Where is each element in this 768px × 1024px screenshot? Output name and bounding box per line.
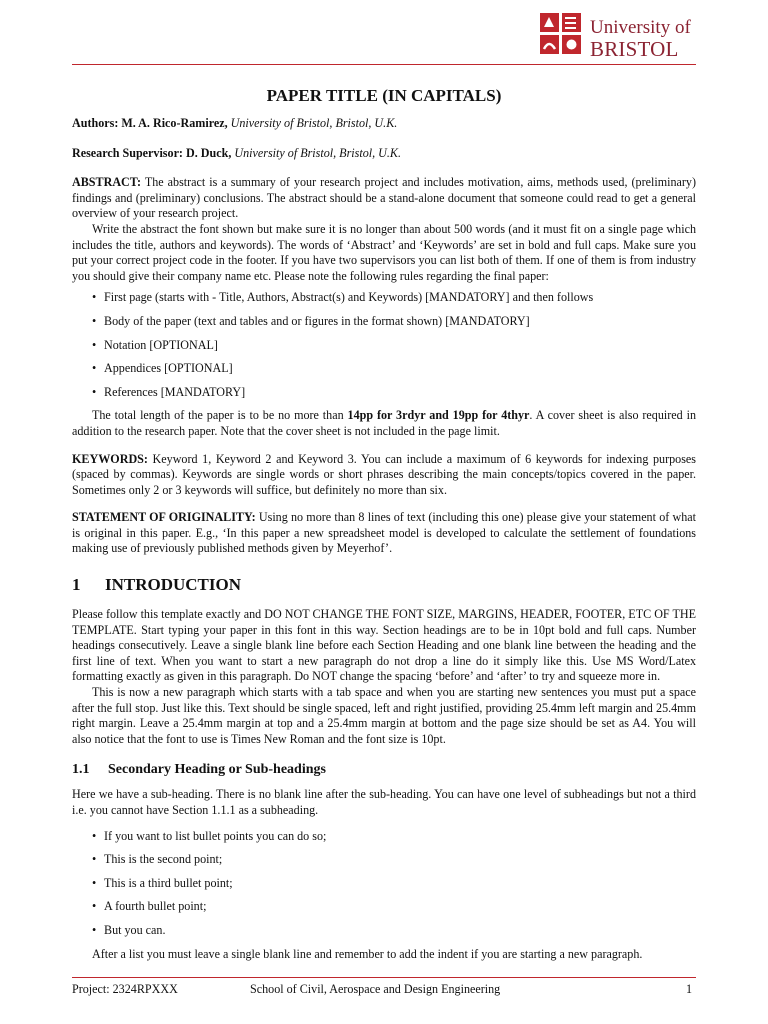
subsection-paragraph: Here we have a sub-heading. There is no blank line after the sub-heading. You can have one level of subheadings but not a third i.e. you cannot have Section 1.1.1 as a subheading.	[72, 787, 696, 817]
rules-list	[72, 290, 696, 400]
length-text-end: . A cover sheet is also required in addition to the research paper. Note that the cover sheet is not included in the page limit.	[72, 408, 696, 438]
abstract-label: ABSTRACT:	[72, 175, 141, 190]
subsection-title: Secondary Heading or Sub-headings	[108, 762, 326, 778]
bristol-crest-icon	[538, 11, 584, 57]
section-number: 1	[72, 575, 81, 595]
abstract-text: The abstract is a summary of your research project and includes motivation, aims, methods used, (preliminary) findings and (preliminary) conclusions. The abstract should be a stand-alone document that someone could read to get a general overview of your research project.	[72, 175, 697, 221]
authors-affiliation: University of Bristol, Bristol, U.K.	[230, 116, 398, 130]
list-item: • A fourth bullet point;	[72, 899, 696, 915]
list-item: • This is the second point;	[72, 852, 696, 868]
subsection-number: 1.1	[72, 762, 90, 778]
logo-text-line1: University of	[590, 17, 691, 38]
header-divider	[72, 64, 696, 65]
paper-body	[72, 86, 696, 962]
length-limit: 14pp for 3rdyr and 19pp for 4thyr	[347, 408, 530, 423]
originality-label: STATEMENT OF ORIGINALITY:	[72, 510, 256, 525]
paper-title: PAPER TITLE (IN CAPITALS)	[266, 86, 502, 105]
length-text-start: The total length of the paper is to be no more than	[92, 408, 348, 423]
after-list-paragraph: After a list you must leave a single blank line and remember to add the indent if you are starting a new paragraph.	[92, 946, 643, 961]
authors-line	[72, 116, 696, 132]
list-item: • Notation [OPTIONAL]	[72, 338, 696, 354]
logo-text-line2: BRISTOL	[590, 37, 679, 61]
abstract-paragraph	[72, 175, 696, 222]
bullet-list	[72, 829, 696, 939]
keywords-paragraph	[72, 452, 696, 499]
authors-label: Authors: M. A. Rico-Ramirez,	[72, 116, 228, 130]
list-item: • Appendices [OPTIONAL]	[72, 361, 696, 377]
school-name: School of Civil, Aerospace and Design Engineering	[250, 982, 501, 996]
footer-divider	[72, 977, 696, 978]
project-code: Project: 2324RPXXX	[72, 982, 178, 996]
abstract-paragraph-2: Write the abstract the font shown but make sure it is no longer than about 500 words (and it must fit on a single page which includes the title, authors and keywords). The words of ‘Abstract’ and ‘Keywords’ are set in bold and full caps. Make sure you put your correct project code in the footer. If you have two supervisors you can list both of them. If one of them is from industry you should give their company name etc. Please note the following rules regarding the final paper:	[72, 221, 696, 283]
list-item: • If you want to list bullet points you can do so;	[72, 829, 696, 845]
keywords-label: KEYWORDS:	[72, 451, 148, 466]
university-logo	[538, 10, 698, 61]
section-title: INTRODUCTION	[105, 575, 242, 595]
list-item: • This is a third bullet point;	[72, 876, 696, 892]
list-item: • First page (starts with - Title, Authors, Abstract(s) and Keywords) [MANDATORY] and then follows	[72, 290, 696, 306]
supervisor-label: Research Supervisor: D. Duck,	[72, 145, 232, 160]
originality-paragraph	[72, 510, 696, 557]
section-heading	[72, 575, 696, 595]
intro-paragraph-2: This is now a new paragraph which starts with a tab space and when you are starting new sentences you must put a space after the full stop. Just like this. Text should be single spaced, left and right justified, providing 25.4mm left margin and 25.4mm right margin. Leave a 25.4mm margin at top and a 25.4mm margin at bottom and the page size should be set as A4. You will also notice that the font to use is Times New Roman and the font size is 10pt.	[72, 685, 696, 746]
list-item: • References [MANDATORY]	[72, 385, 696, 401]
list-item: • But you can.	[72, 923, 696, 939]
supervisor-affiliation: University of Bristol, Bristol, U.K.	[234, 145, 402, 160]
page-number: 1	[685, 982, 692, 996]
intro-paragraph-1: Please follow this template exactly and DO NOT CHANGE THE FONT SIZE, MARGINS, HEADER, FOOTER, ETC OF THE TEMPLATE. Start typing your paper in this font in this way. Section headings are to be in 10pt bold and full caps. Number headings consecutively. Leave a single blank line before each Section Heading and one blank line between the heading and the first line of text. When you want to start a new paragraph do not drop a line do it simply like this. Use MS Word/Latex formatting exactly as given in this paragraph. Do NOT change the spacing ‘before’ and ‘after’ to try and squeeze more in.	[72, 607, 696, 684]
keywords-text: Keyword 1, Keyword 2 and Keyword 3. You can include a maximum of 6 keywords for indexing purposes (spaced by commas). Keywords are single words or short phrases describing the main concepts/topics covered in the paper. Sometimes only 2 or 3 keywords will suffice, but definitely no more than six.	[72, 451, 696, 497]
originality-text: Using no more than 8 lines of text (including this one) please give your statement of what is original in this paper. E.g., ‘In this paper a new spreadsheet model is developed to calculate the settlement of foundations making use of previously published methods given by Meyerhof’.	[72, 510, 696, 556]
list-item: • Body of the paper (text and tables and or figures in the format shown) [MANDATORY]	[72, 314, 696, 330]
supervisor-line	[72, 146, 696, 162]
length-paragraph	[72, 408, 696, 439]
subsection-heading	[72, 761, 696, 779]
